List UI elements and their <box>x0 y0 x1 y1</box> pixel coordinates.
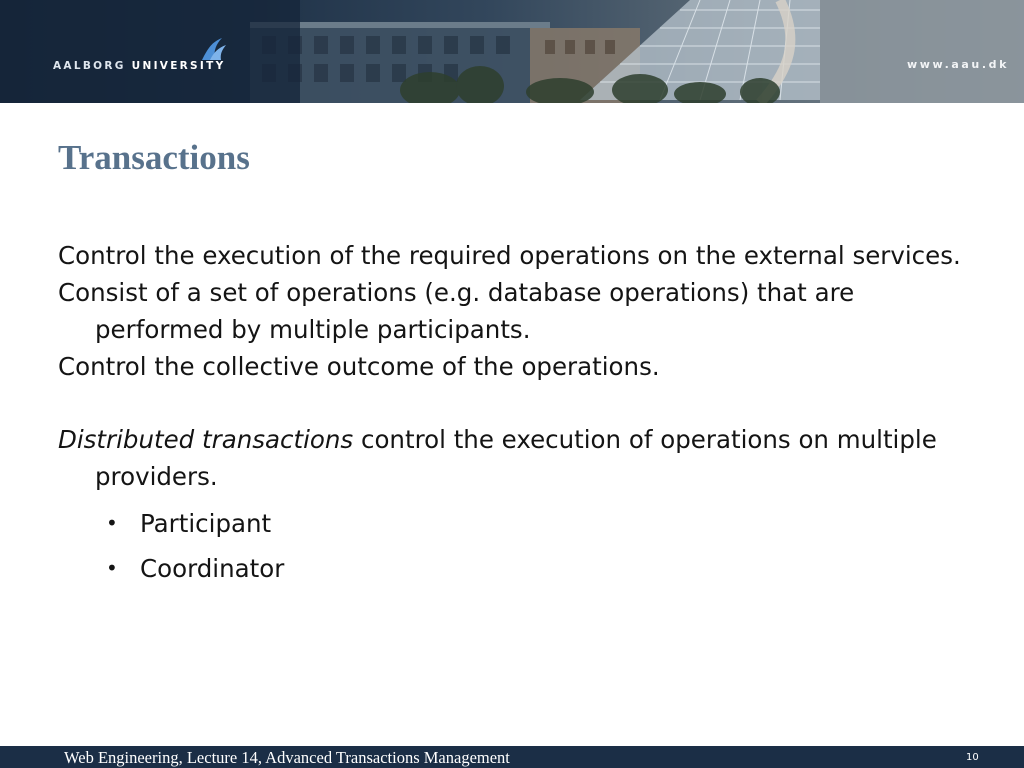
page-number: 10 <box>966 752 979 763</box>
bullet-participant: Participant <box>140 509 272 538</box>
university-logo-text <box>53 60 226 72</box>
bullet-dot-icon: • <box>106 511 118 535</box>
paragraph-distributed-transactions <box>58 421 978 495</box>
aau-logo-mark-icon <box>200 36 230 62</box>
distributed-transactions-rest: control the execution of operations on multiple providers. <box>95 425 937 491</box>
list-item <box>106 546 978 591</box>
distributed-transactions-term: Distributed transactions <box>58 425 354 454</box>
paragraph-spacer <box>58 385 978 421</box>
bullet-list <box>58 501 978 591</box>
slide-header-banner <box>0 0 1024 103</box>
paragraph-collective-outcome: Control the collective outcome of the operations. <box>58 352 660 381</box>
slide-footer <box>0 746 1024 768</box>
logo-word-university: UNIVERSITY <box>131 60 226 72</box>
list-item <box>106 501 978 546</box>
aau-wave-logo-icon <box>53 36 93 60</box>
campus-photo-banner <box>0 0 1024 103</box>
website-url[interactable]: www.aau.dk <box>907 58 1010 71</box>
slide-title: Transactions <box>58 138 250 177</box>
bullet-dot-icon: • <box>106 556 118 580</box>
logo-word-aalborg: AALBORG <box>53 60 126 72</box>
paragraph-consist-of: Consist of a set of operations (e.g. database operations) that are performed by multiple participants. <box>58 278 855 344</box>
paragraph-control-execution: Control the execution of the required operations on the external services. <box>58 241 961 270</box>
slide-content <box>58 237 978 591</box>
bullet-coordinator: Coordinator <box>140 554 285 583</box>
footer-lecture-title: Web Engineering, Lecture 14, Advanced Transactions Management <box>64 748 510 767</box>
